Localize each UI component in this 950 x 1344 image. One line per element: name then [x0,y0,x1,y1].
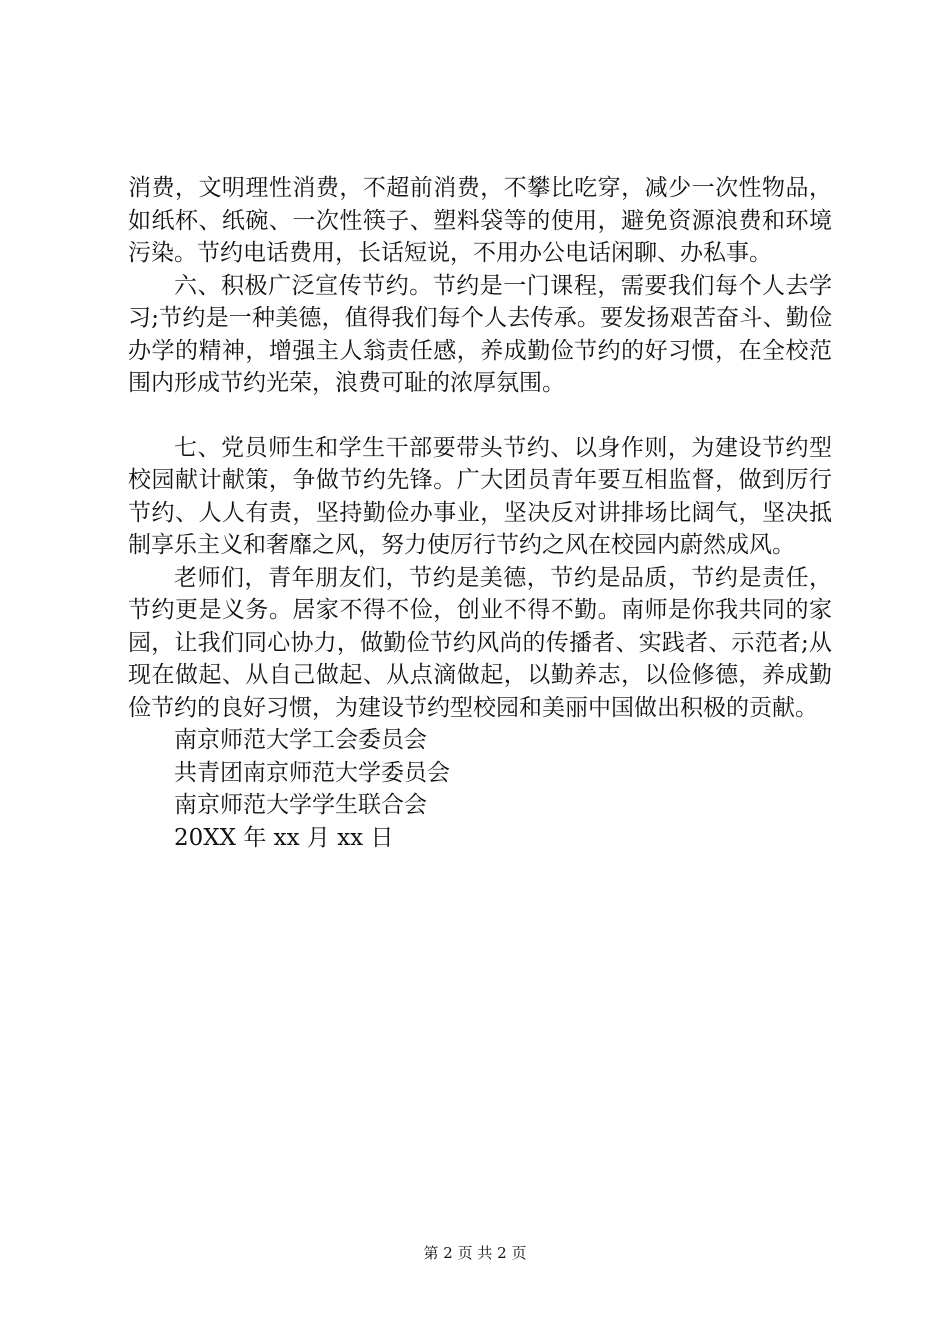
paragraph-six: 六、积极广泛宣传节约。节约是一门课程，需要我们每个人去学习;节约是一种美德，值得我们每个人去传承。要发扬艰苦奋斗、勤俭办学的精神，增强主人翁责任感，养成勤俭节约的好习惯，在全校范围内形成节约光荣，浪费可耻的浓厚氛围。 [128,272,832,396]
signature-date: 20XX 年 xx 月 xx 日 [174,824,394,851]
page-footer: 第 2 页 共 2 页 [423,1244,527,1262]
signature-union: 南京师范大学工会委员会 [174,727,427,753]
paragraph-seven: 七、党员师生和学生干部要带头节约、以身作则，为建设节约型校园献计献策，争做节约先锋。广大团员青年要互相监督，做到厉行节约、人人有责，坚持勤俭办事业，坚决反对讲排场比阔气，坚决抵制享乐主义和奢靡之风，努力使厉行节约之风在校园内蔚然成风。 [128,434,832,558]
signature-youth-league: 共青团南京师范大学委员会 [174,759,450,786]
paragraph-gap [128,400,832,432]
document-body [128,172,832,854]
paragraph-continued: 消费，文明理性消费，不超前消费，不攀比吃穿，减少一次性物品，如纸杯、纸碗、一次性筷子、塑料袋等的使用，避免资源浪费和环境污染。节约电话费用，长话短说，不用办公电话闲聊、办私事。 [128,175,832,266]
signature-student-union: 南京师范大学学生联合会 [174,792,427,818]
paragraph-closing: 老师们，青年朋友们，节约是美德，节约是品质，节约是责任，节约更是义务。居家不得不俭，创业不得不勤。南师是你我共同的家园，让我们同心协力，做勤俭节约风尚的传播者、实践者、示范者;从现在做起、从自己做起、从点滴做起，以勤养志，以俭修德，养成勤俭节约的良好习惯，为建设节约型校园和美丽中国做出积极的贡献。 [128,564,832,721]
